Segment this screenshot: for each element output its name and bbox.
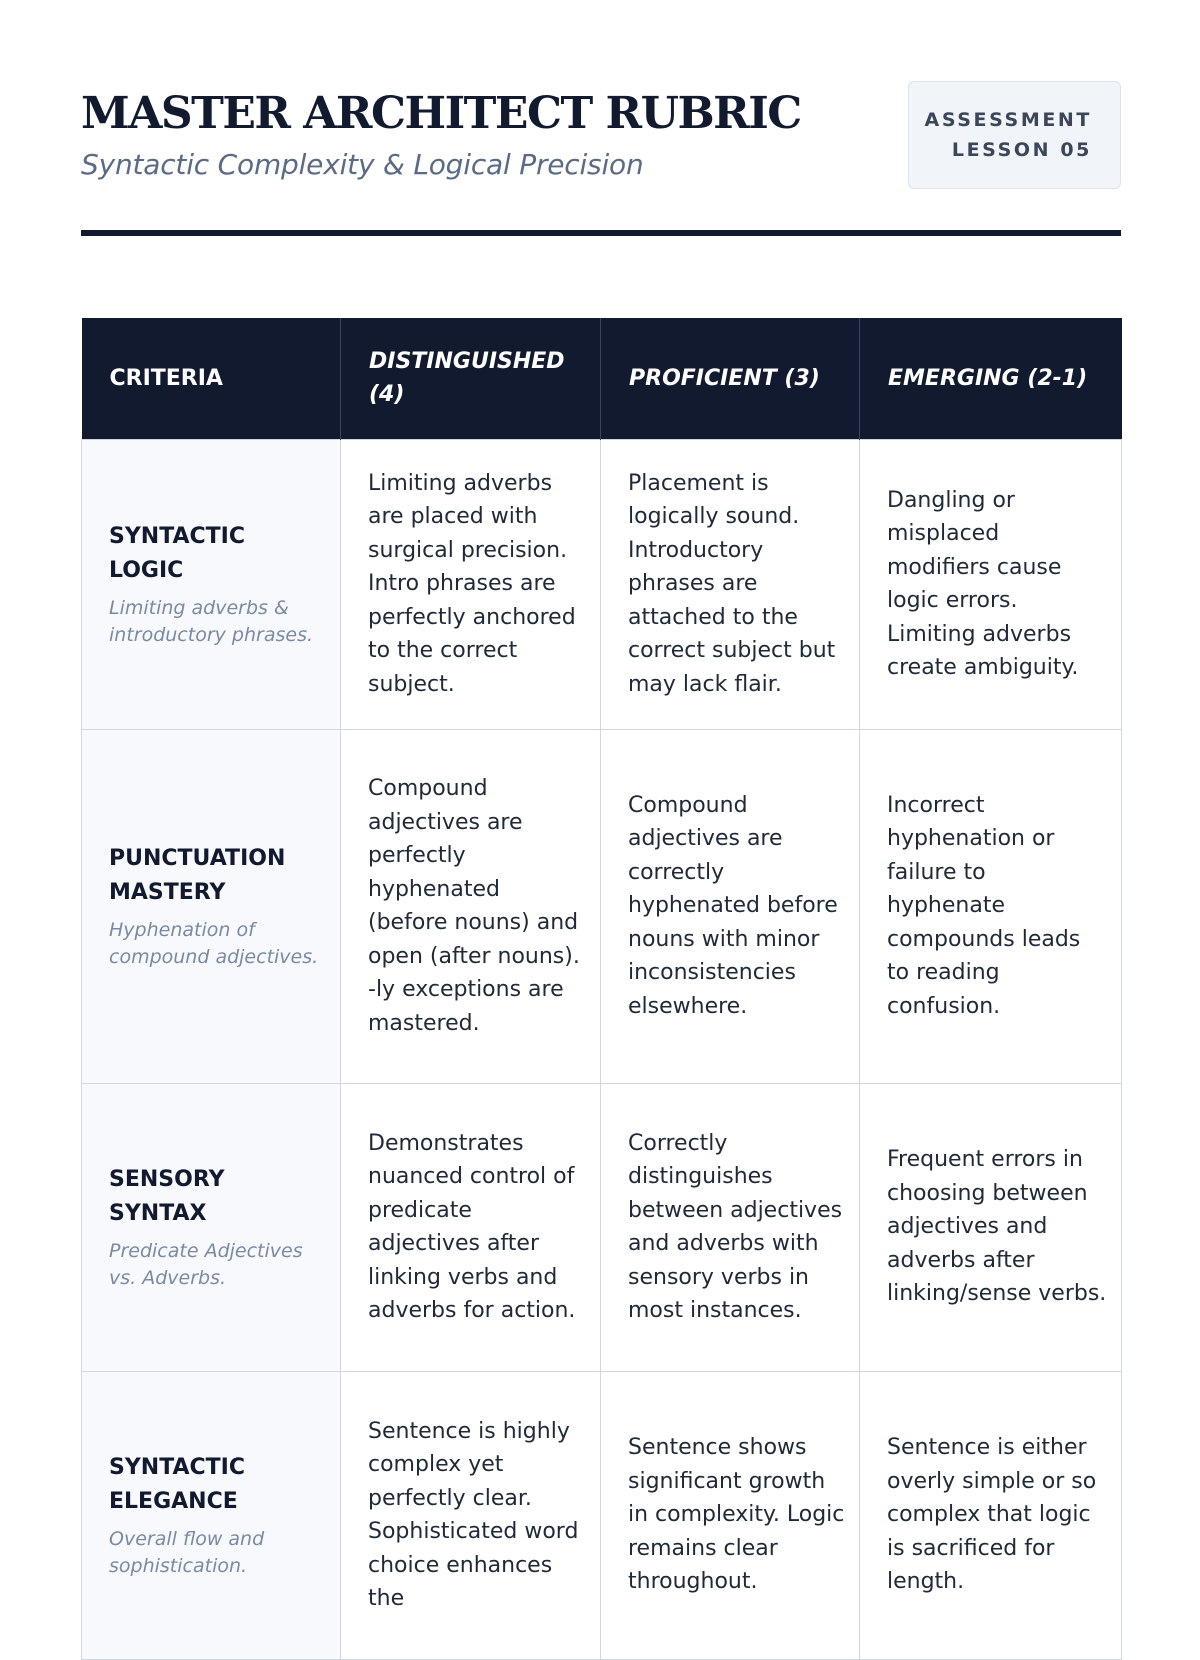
criteria-name [109, 842, 326, 910]
criteria-name [109, 1451, 326, 1519]
assessment-badge [908, 81, 1121, 189]
criteria-description: Overall flow and sophistication. [109, 1528, 265, 1577]
criteria-cell [82, 1083, 341, 1371]
badge-line-assessment: ASSESSMENT [924, 109, 1092, 131]
distinguished-cell: Limiting adverbs are placed with surgical precision. Intro phrases are perfectly anchored to the correct subject. [341, 439, 601, 729]
criteria-description: Hyphenation of compound adjectives. [109, 919, 319, 968]
criteria-description: Predicate Adjectives vs. Adverbs. [109, 1240, 303, 1289]
proficient-cell: Sentence shows significant growth in complexity. Logic remains clear throughout. [601, 1371, 860, 1659]
criteria-name [109, 1163, 326, 1231]
distinguished-cell: Sentence is highly complex yet perfectly clear. Sophisticated word choice enhances the [341, 1371, 601, 1659]
distinguished-cell: Compound adjectives are perfectly hyphenated (before nouns) and open (after nouns). -ly exceptions are mastered. [341, 729, 601, 1083]
table-row [82, 1083, 1122, 1371]
header-proficient: PROFICIENT (3) [601, 318, 860, 439]
emerging-cell: Incorrect hyphenation or failure to hyphenate compounds leads to reading confusion. [860, 729, 1122, 1083]
table-row [82, 1371, 1122, 1659]
table-header-row [82, 318, 1122, 439]
criteria-cell [82, 439, 341, 729]
header-divider [81, 230, 1121, 236]
badge-line-lesson: LESSON 05 [951, 139, 1092, 161]
rubric-table [81, 318, 1122, 1660]
proficient-cell: Correctly distinguishes between adjectives and adverbs with sensory verbs in most instances. [601, 1083, 860, 1371]
page-header [81, 0, 1121, 236]
header-emerging: EMERGING (2-1) [860, 318, 1122, 439]
criteria-name [109, 520, 326, 588]
emerging-cell: Dangling or misplaced modifiers cause logic errors. Limiting adverbs create ambiguity. [860, 439, 1122, 729]
proficient-cell: Placement is logically sound. Introductory phrases are attached to the correct subject but may lack flair. [601, 439, 860, 729]
emerging-cell: Frequent errors in choosing between adjectives and adverbs after linking/sense verbs. [860, 1083, 1122, 1371]
page-subtitle: Syntactic Complexity & Logical Precision [81, 148, 644, 181]
page-title: MASTER ARCHITECT RUBRIC [81, 88, 801, 139]
criteria-name-line: SYNTAX [109, 1201, 207, 1226]
header-criteria: CRITERIA [82, 318, 341, 439]
distinguished-cell: Demonstrates nuanced control of predicate adjectives after linking verbs and adverbs for action. [341, 1083, 601, 1371]
proficient-cell: Compound adjectives are correctly hyphenated before nouns with minor inconsistencies elsewhere. [601, 729, 860, 1083]
criteria-description: Limiting adverbs & introductory phrases. [109, 597, 314, 646]
rubric-page [81, 0, 1121, 1611]
criteria-name-line: SYNTACTIC [109, 524, 245, 549]
header-distinguished: DISTINGUISHED (4) [341, 318, 601, 439]
emerging-cell: Sentence is either overly simple or so complex that logic is sacrificed for length. [860, 1371, 1122, 1659]
criteria-name-line: SENSORY [109, 1167, 225, 1192]
criteria-name-line: MASTERY [109, 880, 226, 905]
criteria-name-line: LOGIC [109, 558, 184, 583]
table-row [82, 729, 1122, 1083]
criteria-name-line: ELEGANCE [109, 1489, 238, 1514]
criteria-cell [82, 1371, 341, 1659]
table-row [82, 439, 1122, 729]
criteria-name-line: SYNTACTIC [109, 1455, 245, 1480]
criteria-name-line: PUNCTUATION [109, 846, 286, 871]
criteria-cell [82, 729, 341, 1083]
